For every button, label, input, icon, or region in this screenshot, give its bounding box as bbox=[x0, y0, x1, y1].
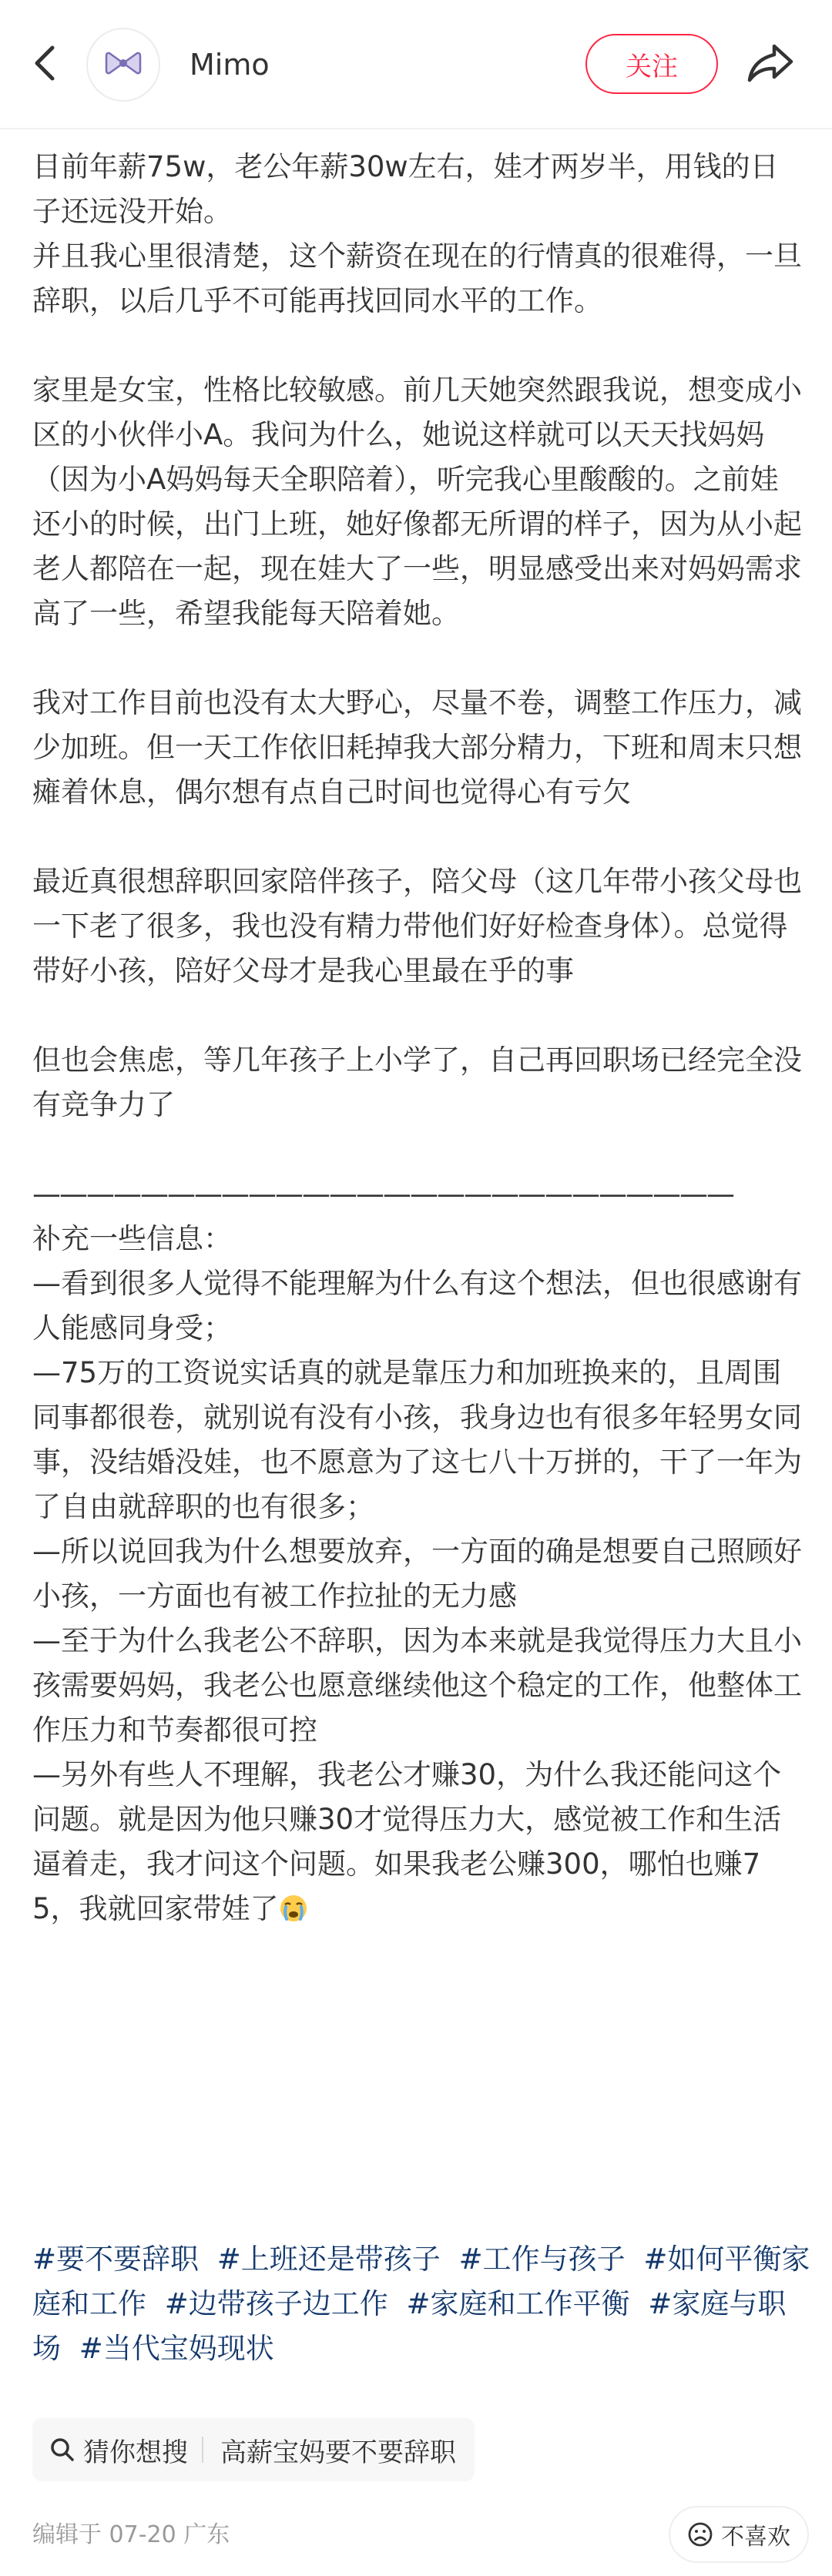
hashtag-link[interactable]: #要不要辞职 bbox=[32, 2243, 200, 2276]
chevron-left-icon bbox=[34, 45, 55, 85]
follow-button[interactable]: 关注 bbox=[585, 34, 718, 94]
author-name[interactable]: Mimo bbox=[190, 48, 270, 82]
dislike-label: 不喜欢 bbox=[721, 2524, 790, 2551]
supplement-item: —75万的工资说实话真的就是靠压力和加班换来的，且周围同事都很卷，就别说有没有小孩，我身边也有很多年轻男女同事，没结婚没娃，也不愿意为了这七八十万拼的，干了一年为了自由就辞职的也有很多； bbox=[32, 1356, 802, 1523]
post-paragraph: 但也会焦虑，等几年孩子上小学了，自己再回职场已经完全没有竞争力了 bbox=[32, 1043, 802, 1121]
post-paragraph: 并且我心里很清楚，这个薪资在现在的行情真的很难得，一旦辞职，以后几乎不可能再找回同水平的工作。 bbox=[32, 240, 802, 317]
search-icon bbox=[49, 2437, 75, 2463]
hashtag-link[interactable]: #如何平衡家庭和工作 bbox=[32, 2243, 810, 2320]
separator-line: —————————————————————————— bbox=[32, 1177, 733, 1211]
paragraph-gap bbox=[32, 1127, 803, 1172]
post-paragraph: 我对工作目前也没有太大野心，尽量不卷，调整工作压力，减少加班。但一天工作依旧耗掉我大部分精力，下班和周末只想瘫着休息，偶尔想有点自己时间也觉得心有亏欠 bbox=[32, 686, 802, 809]
search-suggest-query[interactable]: 高薪宝妈要不要辞职 bbox=[220, 2437, 456, 2468]
supplement-item: —所以说回我为什么想要放弃，一方面的确是想要自己照顾好小孩，一方面也有被工作拉扯的无力感 bbox=[32, 1535, 802, 1613]
post-content bbox=[32, 145, 803, 1932]
paragraph-gap bbox=[32, 815, 803, 859]
hashtag-link[interactable]: #家庭与职场 bbox=[32, 2287, 787, 2365]
post-paragraph: 家里是女宝，性格比较敏感。前几天她突然跟我说，想变成小区的小伙伴小A。我问为什么，她说这样就可以天天找妈妈（因为小A妈妈每天全职陪着），听完我心里酸酸的。之前娃还小的时候，出门上班，她好像都无所谓的样子，因为从小起老人都陪在一起，现在娃大了一些，明显感受出来对妈妈需求高了一些，希望我能每天陪着她。 bbox=[32, 374, 802, 630]
post-meta: 编辑于 07-20 广东 bbox=[32, 2521, 230, 2548]
paragraph-gap bbox=[32, 636, 803, 681]
hashtag-link[interactable]: #工作与孩子 bbox=[458, 2243, 626, 2276]
paragraph-gap bbox=[32, 993, 803, 1038]
search-suggestion-chip[interactable] bbox=[32, 2418, 475, 2481]
hashtag-link[interactable]: #边带孩子边工作 bbox=[164, 2287, 388, 2320]
supplement-item-last bbox=[32, 1753, 803, 1932]
chip-divider bbox=[202, 2437, 203, 2463]
supplement-item: —至于为什么我老公不辞职，因为本来就是我觉得压力大且小孩需要妈妈，我老公也愿意继续他这个稳定的工作，他整体工作压力和节奏都很可控 bbox=[32, 1624, 802, 1747]
top-bar bbox=[0, 0, 832, 129]
supplement-item-text: —另外有些人不理解，我老公才赚30，为什么我还能问这个问题。就是因为他只赚30才觉得压力大，感觉被工作和生活逼着走，我才问这个问题。如果我老公赚300，哪怕也赚75，我就回家带娃了 bbox=[32, 1758, 782, 1925]
paragraph-gap bbox=[32, 323, 803, 368]
search-suggest-label: 猜你想搜 bbox=[83, 2437, 188, 2468]
bow-icon bbox=[105, 50, 142, 79]
supplement-heading: 补充一些信息： bbox=[32, 1222, 232, 1255]
hashtag-link[interactable]: #上班还是带孩子 bbox=[216, 2243, 441, 2276]
share-arrow-icon bbox=[746, 43, 794, 86]
back-button[interactable] bbox=[22, 37, 68, 92]
hashtag-list bbox=[32, 2237, 810, 2371]
crying-face-emoji bbox=[279, 1888, 308, 1932]
post-paragraph: 最近真很想辞职回家陪伴孩子，陪父母（这几年带小孩父母也一下老了很多，我也没有精力带他们好好检查身体）。总觉得带好小孩，陪好父母才是我心里最在乎的事 bbox=[32, 865, 802, 987]
supplement-item: —看到很多人觉得不能理解为什么有这个想法，但也很感谢有人能感同身受； bbox=[32, 1267, 802, 1345]
hashtag-link[interactable]: #当代宝妈现状 bbox=[79, 2332, 274, 2365]
share-button[interactable] bbox=[741, 39, 800, 91]
dislike-button[interactable] bbox=[670, 2507, 807, 2561]
post-paragraph: 目前年薪75w，老公年薪30w左右，娃才两岁半，用钱的日子还远没开始。 bbox=[32, 150, 779, 228]
avatar[interactable] bbox=[86, 28, 160, 102]
hashtag-link[interactable]: #家庭和工作平衡 bbox=[406, 2287, 630, 2320]
frown-face-icon bbox=[687, 2521, 713, 2548]
